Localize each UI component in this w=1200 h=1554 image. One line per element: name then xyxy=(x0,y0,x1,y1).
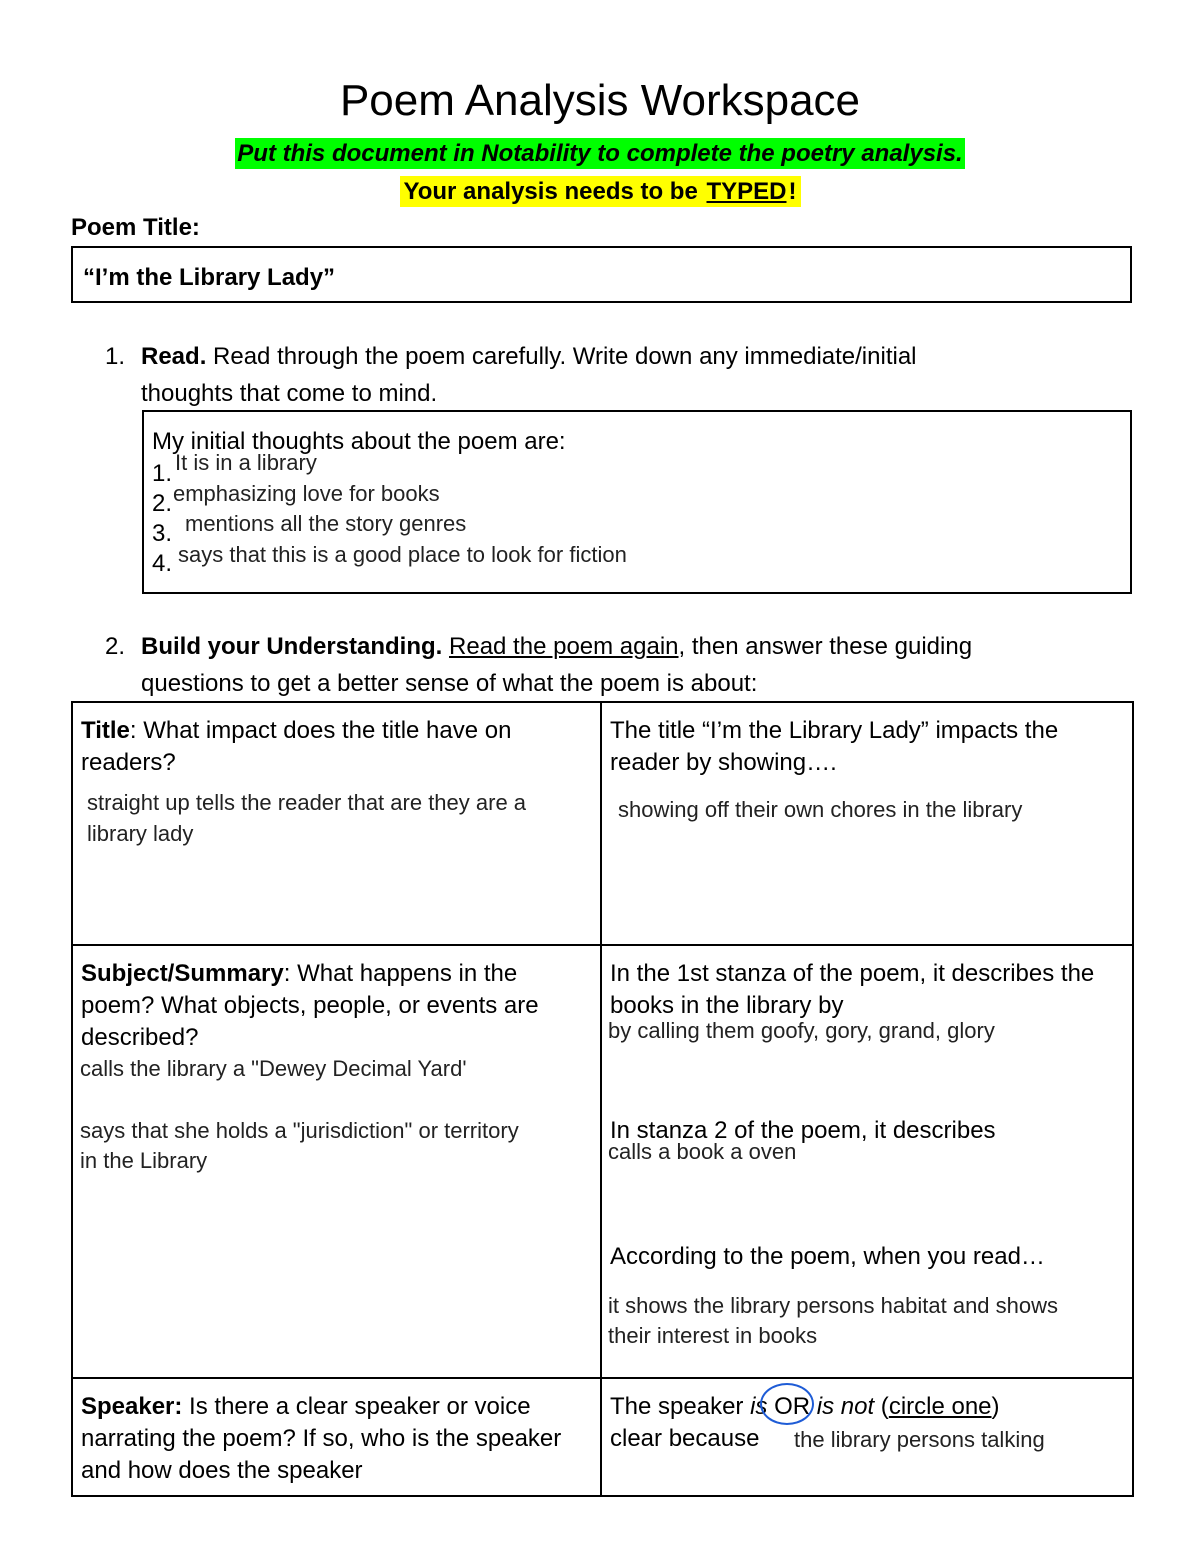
speaker-clear-because: clear because xyxy=(610,1425,760,1452)
title-response-answer[interactable]: showing off their own chores in the library xyxy=(618,797,1023,822)
speaker-paren-close: ) xyxy=(991,1393,1000,1420)
step1-number: 1. xyxy=(105,343,126,370)
poem-title-label: Poem Title: xyxy=(71,214,200,241)
subject-response-1[interactable]: by calling them goofy, gory, grand, glory xyxy=(608,1018,995,1043)
speaker-or: OR xyxy=(767,1393,817,1420)
typed-word: TYPED xyxy=(706,178,787,205)
speaker-paren-open: ( xyxy=(874,1393,889,1420)
step2-underlined: Read the poem again xyxy=(449,633,679,660)
thought-number-3: 3. xyxy=(152,520,173,547)
initial-thoughts-prompt: My initial thoughts about the poem are: xyxy=(152,428,566,455)
step2-text-2: questions to get a better sense of what the poem is about: xyxy=(141,670,758,697)
typed-instruction-text xyxy=(400,176,801,207)
title-response-cell xyxy=(601,702,1133,945)
title-question-answer[interactable]: straight up tells the reader that are they are a library lady xyxy=(87,790,527,846)
thought-answer-2: emphasizing love for books xyxy=(173,481,440,506)
speaker-option-is[interactable]: is xyxy=(750,1393,768,1420)
subject-question-bold: Subject/Summary xyxy=(81,960,284,987)
subject-prompt-2: In stanza 2 of the poem, it describes xyxy=(610,1117,996,1144)
speaker-prefix: The speaker xyxy=(610,1393,751,1420)
guiding-questions-table xyxy=(71,701,1134,1497)
speaker-option-is-not[interactable]: is not xyxy=(816,1393,875,1420)
step2-number: 2. xyxy=(105,633,126,660)
poem-title-value: “I’m the Library Lady” xyxy=(83,264,336,291)
step1-text-2: thoughts that come to mind. xyxy=(141,380,438,407)
notability-instruction xyxy=(0,140,1200,168)
table-row-speaker xyxy=(72,1378,1133,1496)
table-row-subject xyxy=(72,945,1133,1378)
ink-circle-mark xyxy=(760,1383,817,1425)
step1-instruction xyxy=(141,338,1131,412)
subject-question-text: : What happens in the poem? What objects, people, or events are described? xyxy=(81,960,539,1051)
step2-text-1: , then answer these guiding xyxy=(678,633,973,660)
speaker-circle-one: circle one xyxy=(888,1393,992,1420)
title-response-prompt: The title “I’m the Library Lady” impacts the reader by showing…. xyxy=(610,717,1059,776)
step1-text-1: Read through the poem carefully. Write down any immediate/initial xyxy=(206,343,917,370)
typed-suffix: ! xyxy=(788,178,797,205)
thought-answer-3: mentions all the story genres xyxy=(185,511,467,536)
step1-bold: Read. xyxy=(141,343,207,370)
notability-instruction-text: Put this document in Notability to complete the poetry analysis. xyxy=(237,140,963,167)
thought-answer-4: says that this is a good place to look for fiction xyxy=(178,542,627,567)
subject-question xyxy=(81,958,592,1054)
speaker-response-answer[interactable]: the library persons talking xyxy=(794,1427,1045,1452)
title-question-cell xyxy=(72,702,601,945)
speaker-question-cell xyxy=(72,1378,601,1496)
thought-numbers xyxy=(152,459,172,579)
typed-instruction xyxy=(0,178,1200,206)
title-question-text: : What impact does the title have on readers? xyxy=(81,717,512,776)
thought-answer-1: It is in a library xyxy=(175,450,317,475)
poem-title-field[interactable] xyxy=(71,246,1132,303)
page-title: Poem Analysis Workspace xyxy=(339,76,861,125)
thought-number-2: 2. xyxy=(152,490,173,517)
title-question-bold: Title xyxy=(81,717,130,744)
speaker-question xyxy=(81,1391,592,1487)
speaker-question-text: Is there a clear speaker or voice narrating the poem? If so, who is the speaker and how does the speaker xyxy=(81,1393,562,1484)
subject-response-3[interactable]: it shows the library persons habitat and shows their interest in books xyxy=(608,1293,1059,1348)
step2-bold: Build your Understanding. xyxy=(141,633,443,660)
subject-question-cell xyxy=(72,945,601,1378)
subject-prompt-3: According to the poem, when you read… xyxy=(610,1243,1045,1270)
speaker-question-bold: Speaker: xyxy=(81,1393,183,1420)
subject-response-2[interactable]: calls a book a oven xyxy=(608,1139,797,1164)
title-question xyxy=(81,715,592,779)
subject-response-cell xyxy=(601,945,1133,1378)
subject-answer-2[interactable]: says that she holds a "jurisdiction" or territory in the Library xyxy=(80,1118,519,1173)
table-row-title xyxy=(72,702,1133,945)
speaker-response-cell xyxy=(601,1378,1133,1496)
subject-answer-1[interactable]: calls the library a "Dewey Decimal Yard' xyxy=(80,1056,467,1081)
subject-prompt-1: In the 1st stanza of the poem, it describes the books in the library by xyxy=(610,960,1095,1019)
thought-number-4: 4. xyxy=(152,550,173,577)
initial-thoughts-box[interactable] xyxy=(142,410,1132,594)
thought-number-1: 1. xyxy=(152,460,173,487)
typed-prefix: Your analysis needs to be xyxy=(403,178,705,205)
step2-instruction xyxy=(141,628,1131,702)
